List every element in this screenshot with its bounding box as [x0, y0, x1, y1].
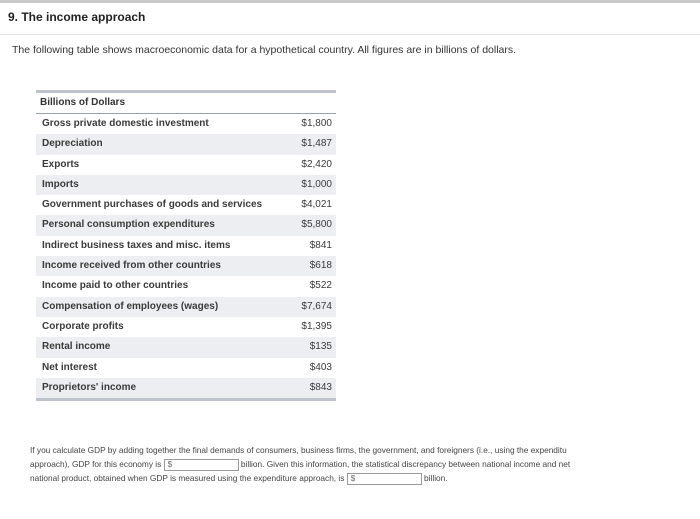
- row-value: $4,021: [301, 199, 332, 211]
- row-value: $841: [309, 239, 332, 251]
- table-row: [36, 358, 336, 378]
- table-header: Billions of Dollars: [40, 97, 126, 108]
- table-bottom-rule: [36, 398, 336, 401]
- row-label: Gross private domestic investment: [42, 118, 209, 129]
- currency-symbol: $: [350, 473, 356, 483]
- question-text-1: If you calculate GDP by adding together the final demands of consumers, business firms, the government, and foreigners (i.e., using the expenditu: [30, 445, 567, 455]
- row-label: Personal consumption expenditures: [42, 219, 215, 231]
- row-label: Exports: [42, 158, 80, 170]
- question-line-3: [30, 471, 700, 485]
- row-value: $618: [309, 260, 332, 272]
- question-title: 9. The income approach: [8, 10, 146, 24]
- table-body: [36, 114, 336, 398]
- title-divider: [0, 34, 700, 35]
- table-row: [36, 175, 336, 195]
- table-row: [36, 297, 336, 317]
- question-line-2: [30, 457, 700, 471]
- row-label: Income paid to other countries: [42, 280, 189, 292]
- gdp-answer-input[interactable]: [164, 459, 239, 471]
- row-label: Income received from other countries: [42, 260, 221, 272]
- row-label: Rental income: [42, 341, 111, 353]
- fill-in-question: [30, 443, 700, 485]
- macro-data-table: [36, 90, 336, 401]
- row-label: Depreciation: [42, 138, 103, 150]
- row-value: $843: [309, 381, 332, 393]
- row-value: $5,800: [301, 219, 332, 231]
- question-text-3: billion. Given this information, the statistical discrepancy between national income and net: [240, 459, 571, 469]
- intro-text: The following table shows macroeconomic data for a hypothetical country. All figures are in billions of dollars.: [12, 44, 517, 56]
- table-row: [36, 155, 336, 175]
- row-label: Government purchases of goods and services: [42, 199, 263, 211]
- table-row: [36, 256, 336, 276]
- table-row: [36, 215, 336, 235]
- question-text-2: approach), GDP for this economy is: [30, 459, 162, 469]
- question-text-4: national product, obtained when GDP is measured using the expenditure approach, is: [30, 473, 345, 483]
- table-row: [36, 276, 336, 296]
- top-border: [0, 0, 700, 3]
- row-value: $7,674: [301, 300, 332, 312]
- row-label: Corporate profits: [42, 320, 124, 332]
- row-value: $1,000: [301, 178, 332, 190]
- table-row: [36, 337, 336, 357]
- row-label: Proprietors' income: [42, 381, 137, 393]
- table-row: [36, 195, 336, 215]
- table-row: [36, 378, 336, 398]
- row-value: $2,420: [301, 158, 332, 170]
- table-row: [36, 114, 336, 134]
- row-value: $522: [309, 280, 332, 292]
- question-text-5: billion.: [424, 473, 448, 483]
- table-row: [36, 236, 336, 256]
- row-value: $1,487: [301, 138, 332, 150]
- table-row: [36, 317, 336, 337]
- row-value: $1,395: [301, 320, 332, 332]
- discrepancy-answer-input[interactable]: [347, 473, 422, 485]
- table-row: [36, 134, 336, 154]
- row-value: $135: [309, 341, 332, 353]
- currency-symbol: $: [167, 459, 173, 469]
- row-label: Imports: [42, 178, 79, 190]
- question-line-1: [30, 443, 700, 457]
- row-label: Net interest: [42, 361, 98, 373]
- row-value: $1,800: [301, 118, 332, 129]
- row-label: Indirect business taxes and misc. items: [42, 239, 231, 251]
- row-label: Compensation of employees (wages): [42, 300, 219, 312]
- row-value: $403: [309, 361, 332, 373]
